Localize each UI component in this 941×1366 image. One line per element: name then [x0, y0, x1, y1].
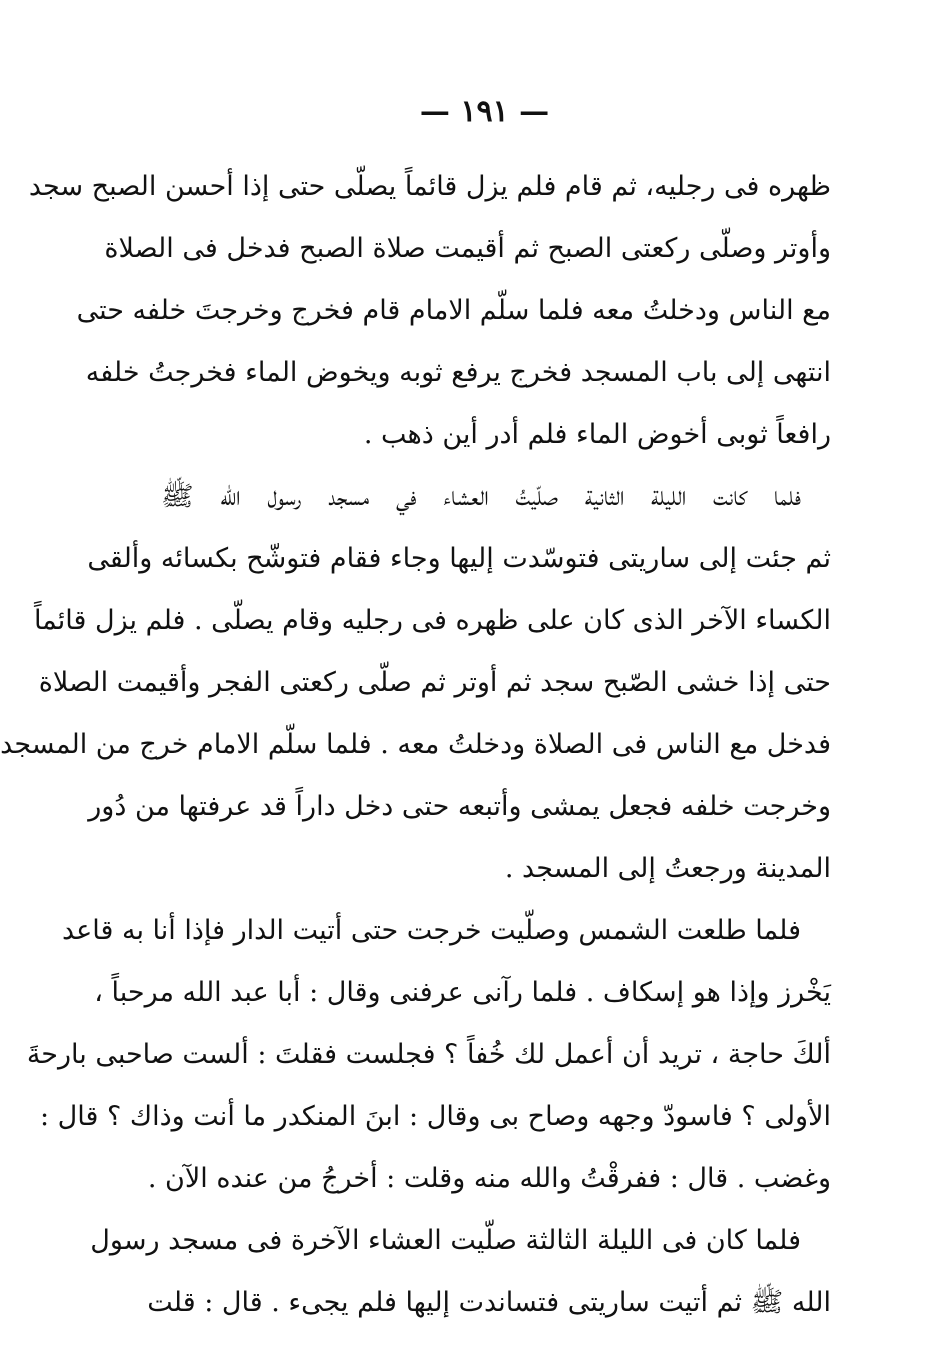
- paragraph-4: [90, 1210, 831, 1334]
- paragraph-3: [26, 900, 831, 1210]
- body-text: [0, 156, 831, 1334]
- text-line: فلما كانت الليلة الثانية صلّيتُ العشاء في مسجد رسول الله ﷺ: [161, 481, 801, 512]
- text-line: فلما طلعت الشمس وصلّيت خرجت حتى أتيت الدار فإذا أنا به قاعد: [61, 915, 801, 946]
- text-line: المدينة ورجعتُ إلى المسجد .: [504, 853, 831, 884]
- text-line: حتى إذا خشى الصّبح سجد ثم أوتر ثم صلّى ركعتى الفجر وأقيمت الصلاة: [38, 667, 831, 698]
- text-line: وخرجت خلفه فجعل يمشى وأتبعه حتى دخل داراً قد عرفتها من دُور: [88, 791, 831, 822]
- page-number: — ١٩١ —: [419, 94, 550, 129]
- text-line: الكساء الآخر الذى كان على ظهره فى رجليه وقام يصلّى . فلم يزل قائماً: [33, 605, 831, 636]
- text-line: انتهى إلى باب المسجد فخرج يرفع ثوبه ويخوض الماء فخرجتُ خلفه: [85, 357, 831, 388]
- paragraph-1: [28, 156, 831, 466]
- text-line: ظهره فى رجليه، ثم قام فلم يزل قائماً يصلّى حتى إذا أحسن الصبح سجد: [28, 171, 831, 202]
- text-line: وغضب . قال : ففرقْتُ والله منه وقلت : أخرجُ من عنده الآن .: [147, 1163, 831, 1194]
- text-line: فدخل مع الناس فى الصلاة ودخلتُ معه . فلما سلّم الامام خرج من المسجد: [0, 729, 831, 760]
- paragraph-2: [0, 466, 831, 900]
- text-line: وأوتر وصلّى ركعتى الصبح ثم أقيمت صلاة الصبح فدخل فى الصلاة: [104, 233, 831, 264]
- text-line: ألكَ حاجة ، تريد أن أعمل لك خُفاً ؟ فجلست فقلتَ : ألست صاحبى بارحةَ: [26, 1039, 831, 1070]
- text-line: فلما كان فى الليلة الثالثة صلّيت العشاء الآخرة فى مسجد رسول: [90, 1225, 801, 1256]
- text-line: رافعاً ثوبى أخوض الماء فلم أدر أين ذهب .: [363, 419, 831, 450]
- text-line: الأولى ؟ فاسودّ وجهه وصاح بى وقال : ابنَ المنكدر ما أنت وذاك ؟ قال :: [39, 1101, 831, 1132]
- text-line: يَخْرز وإذا هو إسكاف . فلما رآنى عرفنى وقال : أبا عبد الله مرحباً ،: [94, 977, 831, 1008]
- text-line: الله ﷺ ثم أتيت ساريتى فتساندت إليها فلم يجىء . قال : قلت: [147, 1287, 831, 1318]
- text-line: ثم جئت إلى ساريتى فتوسّدت إليها وجاء فقام فتوشّح بكسائه وألقى: [87, 543, 831, 574]
- text-line: مع الناس ودخلتُ معه فلما سلّم الامام قام فخرج وخرجتَ خلفه حتى: [76, 295, 831, 326]
